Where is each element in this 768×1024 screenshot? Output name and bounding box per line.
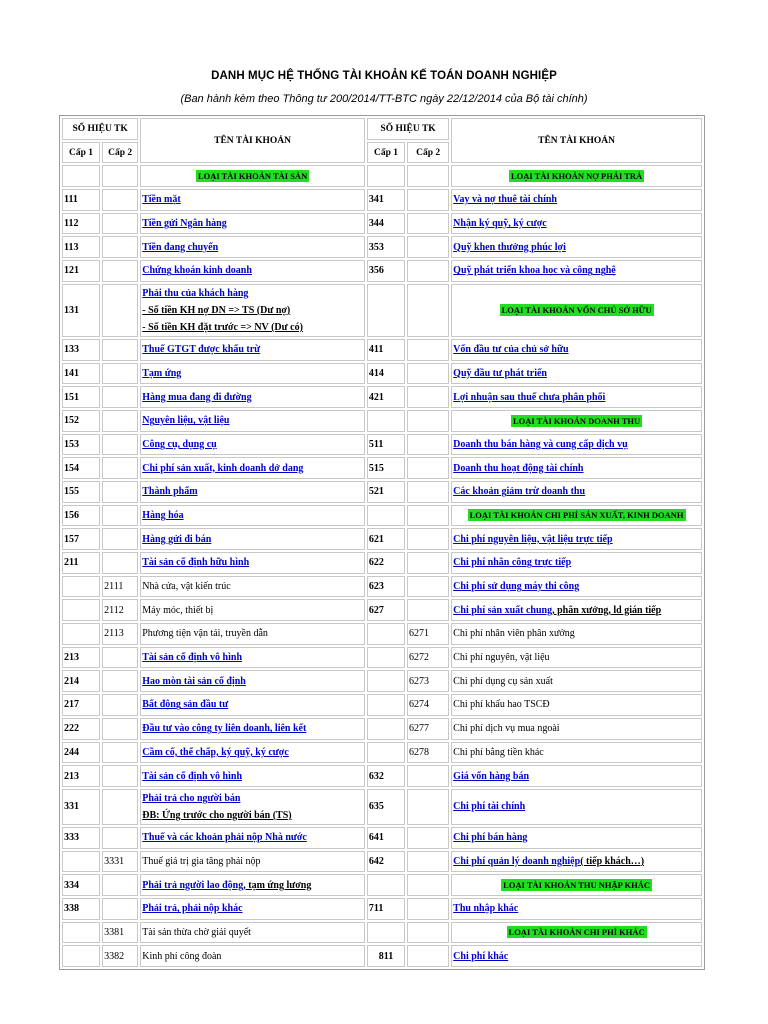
- account-code: 151: [62, 386, 100, 408]
- group-label-chi-phi-sxkd: LOẠI TÀI KHOẢN CHI PHÍ SẢN XUẤT, KINH DOANH: [469, 510, 684, 521]
- account-name: Chi phí nguyên, vật liệu: [451, 647, 702, 669]
- account-code: 113: [62, 236, 100, 258]
- account-code: 641: [367, 827, 405, 849]
- account-name: Chi phí bằng tiền khác: [451, 742, 702, 764]
- account-code: 156: [62, 505, 100, 527]
- page-title: DANH MỤC HỆ THỐNG TÀI KHOẢN KẾ TOÁN DOANH NGHIỆP: [211, 70, 557, 82]
- header-so-hieu-right: SỐ HIỆU TK: [367, 118, 449, 140]
- table-row: [62, 434, 702, 456]
- group-label-von-csh: LOẠI TÀI KHOẢN VỐN CHỦ SỞ HỮU: [501, 305, 652, 316]
- group-label-tai-san: LOẠI TÀI KHOẢN TÀI SẢN: [197, 171, 308, 182]
- account-code: 211: [62, 552, 100, 574]
- account-code: 511: [367, 434, 405, 456]
- header-cap2-left: Cấp 2: [102, 142, 138, 164]
- account-note: - Số tiền KH đặt trước => NV (Dư có): [142, 321, 303, 333]
- account-link[interactable]: Lợi nhuận sau thuế chưa phân phối: [453, 391, 606, 403]
- group-label-no-phai-tra: LOẠI TÀI KHOẢN NỢ PHẢI TRẢ: [510, 171, 643, 182]
- sub-account-code: 6274: [407, 694, 449, 716]
- account-code: 356: [367, 260, 405, 282]
- account-link[interactable]: Giá vốn hàng bán: [453, 770, 530, 782]
- table-row: [62, 827, 702, 849]
- table-row: [62, 528, 702, 550]
- account-code: 621: [367, 528, 405, 550]
- table-row: [62, 874, 702, 896]
- account-link[interactable]: Chi phí sản xuất chung: [453, 604, 553, 616]
- header-row: [62, 118, 702, 140]
- group-label-thu-nhap-khac: LOẠI TÀI KHOẢN THU NHẬP KHÁC: [503, 880, 650, 891]
- account-code: 632: [367, 765, 405, 787]
- account-code: 341: [367, 189, 405, 211]
- account-code: 333: [62, 827, 100, 849]
- account-link[interactable]: Tài sản cố định vô hình: [142, 652, 242, 664]
- table-row: [62, 718, 702, 740]
- account-code: 521: [367, 481, 405, 503]
- sub-account-code: 6278: [407, 742, 449, 764]
- account-code: 515: [367, 457, 405, 479]
- account-code: 811: [367, 945, 405, 967]
- group-label-doanh-thu: LOẠI TÀI KHOẢN DOANH THU: [512, 415, 641, 426]
- account-link[interactable]: Hao mòn tài sản cố định: [142, 675, 246, 687]
- table-row: [62, 898, 702, 920]
- account-link[interactable]: Cầm cố, thế chấp, ký quỹ, ký cược: [142, 746, 289, 758]
- group-label-chi-phi-khac: LOẠI TÀI KHOẢN CHI PHÍ KHÁC: [508, 927, 645, 938]
- account-code: 635: [367, 789, 405, 825]
- table-row: [62, 647, 702, 669]
- account-code: 131: [62, 284, 100, 337]
- header-ten-tk-left: TÊN TÀI KHOẢN: [140, 118, 365, 163]
- account-name: Kinh phí công đoàn: [140, 945, 365, 967]
- account-link[interactable]: Phải trả cho người bán: [142, 792, 241, 804]
- account-link[interactable]: Nhận ký quỹ, ký cược: [453, 218, 547, 230]
- account-link[interactable]: Thuế GTGT được khấu trừ: [142, 344, 261, 356]
- account-code: 334: [62, 874, 100, 896]
- account-link[interactable]: Vốn đầu tư của chủ sở hữu: [453, 344, 569, 356]
- table-row: [62, 789, 702, 825]
- table-row: [62, 213, 702, 235]
- account-link[interactable]: Vay và nợ thuê tài chính: [453, 194, 557, 206]
- table-row: [62, 576, 702, 598]
- account-link[interactable]: Hàng hóa: [142, 509, 184, 521]
- table-row: [62, 623, 702, 645]
- table-row: [62, 694, 702, 716]
- sub-account-code: 6271: [407, 623, 449, 645]
- account-code: 338: [62, 898, 100, 920]
- sub-account-code: 3331: [102, 851, 138, 873]
- account-link[interactable]: Chứng khoán kinh doanh: [142, 265, 252, 277]
- account-link[interactable]: Quỹ phát triển khoa học và công nghệ: [453, 265, 616, 277]
- sub-account-code: 3382: [102, 945, 138, 967]
- table-row: [62, 851, 702, 873]
- account-name: Chi phí dịch vụ mua ngoài: [451, 718, 702, 740]
- account-code: 133: [62, 339, 100, 361]
- table-row: [62, 236, 702, 258]
- sub-account-code: 6273: [407, 670, 449, 692]
- table-row: [62, 363, 702, 385]
- account-code: 155: [62, 481, 100, 503]
- sub-account-code: 2112: [102, 599, 138, 621]
- account-code: 112: [62, 213, 100, 235]
- account-name: Tài sản thừa chờ giải quyết: [140, 922, 365, 944]
- account-code: 244: [62, 742, 100, 764]
- account-note: , phân xưởng, ld gián tiếp: [552, 604, 662, 616]
- account-link[interactable]: Doanh thu bán hàng và cung cấp dịch vụ: [453, 438, 628, 450]
- table-row: [62, 481, 702, 503]
- account-link[interactable]: Phải thu của khách hàng: [142, 287, 249, 299]
- account-link[interactable]: Nguyên liệu, vật liệu: [142, 415, 230, 427]
- account-link[interactable]: Chi phí sản xuất, kinh doanh dở dang: [142, 462, 304, 474]
- sub-account-code: 2113: [102, 623, 138, 645]
- account-note: ( tiếp khách…): [580, 855, 645, 867]
- account-code: 153: [62, 434, 100, 456]
- account-code: 214: [62, 670, 100, 692]
- account-name: Chi phí khấu hao TSCĐ: [451, 694, 702, 716]
- account-link[interactable]: Tạm ứng: [142, 367, 182, 379]
- table-row: [62, 670, 702, 692]
- page-subtitle: (Ban hành kèm theo Thông tư 200/2014/TT-BTC ngày 22/12/2014 của Bộ tài chính): [180, 93, 588, 105]
- account-link[interactable]: Hàng gửi đi bán: [142, 533, 212, 545]
- account-name: Thuế giá trị gia tăng phải nộp: [140, 851, 365, 873]
- account-link[interactable]: Thu nhập khác: [453, 903, 519, 915]
- account-link[interactable]: Quỹ đầu tư phát triển: [453, 367, 547, 379]
- table-row: [62, 165, 702, 187]
- table-row: [62, 922, 702, 944]
- account-code: 414: [367, 363, 405, 385]
- account-code: 411: [367, 339, 405, 361]
- account-link[interactable]: Chi phí nhân công trực tiếp: [453, 557, 572, 569]
- table-row: [62, 552, 702, 574]
- account-link[interactable]: Tài sản cố định hữu hình: [142, 557, 250, 569]
- table-row: [62, 284, 702, 337]
- account-code: 152: [62, 410, 100, 432]
- account-code: 642: [367, 851, 405, 873]
- header-so-hieu-left: SỐ HIỆU TK: [62, 118, 138, 140]
- account-link[interactable]: Phải trả, phải nộp khác: [142, 903, 243, 915]
- account-code: 141: [62, 363, 100, 385]
- sub-account-code: 2111: [102, 576, 138, 598]
- account-code: 213: [62, 647, 100, 669]
- table-row: [62, 410, 702, 432]
- account-name: Chi phí nhân viên phân xưởng: [451, 623, 702, 645]
- table-row: [62, 765, 702, 787]
- account-link[interactable]: Tiền đang chuyển: [142, 241, 219, 253]
- account-link[interactable]: Chi phí tài chính: [453, 801, 526, 813]
- table-row: [62, 260, 702, 282]
- table-row: [62, 457, 702, 479]
- account-code: 213: [62, 765, 100, 787]
- account-code: 331: [62, 789, 100, 825]
- sub-account-code: 6272: [407, 647, 449, 669]
- account-link[interactable]: Đầu tư vào công ty liên doanh, liên kết: [142, 723, 307, 735]
- account-code: 154: [62, 457, 100, 479]
- account-code: 421: [367, 386, 405, 408]
- account-name: Nhà cửa, vật kiến trúc: [140, 576, 365, 598]
- account-name: Phương tiện vận tải, truyền dẫn: [140, 623, 365, 645]
- table-row: [62, 505, 702, 527]
- account-note: , tạm ứng lương: [243, 879, 312, 891]
- account-name: Máy móc, thiết bị: [140, 599, 365, 621]
- header-cap1-right: Cấp 1: [367, 142, 405, 164]
- account-code: 217: [62, 694, 100, 716]
- account-link[interactable]: Chi phí sử dụng máy thi công: [453, 581, 580, 593]
- account-link[interactable]: Doanh thu hoạt động tài chính: [453, 462, 584, 474]
- account-code: 157: [62, 528, 100, 550]
- account-link[interactable]: Chi phí khác: [453, 950, 509, 962]
- account-link[interactable]: Thành phẩm: [142, 486, 198, 498]
- account-code: 353: [367, 236, 405, 258]
- table-row: [62, 189, 702, 211]
- account-link[interactable]: Phải trả người lao động: [142, 879, 244, 891]
- account-code: 622: [367, 552, 405, 574]
- account-link[interactable]: Công cụ, dụng cụ: [142, 438, 217, 450]
- header-ten-tk-right: TÊN TÀI KHOẢN: [451, 118, 702, 163]
- header-cap1-left: Cấp 1: [62, 142, 100, 164]
- account-code: 222: [62, 718, 100, 740]
- account-table: [59, 115, 705, 970]
- table-row: [62, 945, 702, 967]
- account-link[interactable]: Thuế và các khoản phải nộp Nhà nước: [142, 832, 307, 844]
- account-link[interactable]: Chi phí quản lý doanh nghiệp: [453, 855, 581, 867]
- table-row: [62, 386, 702, 408]
- account-code: 711: [367, 898, 405, 920]
- account-link[interactable]: Quỹ khen thưởng phúc lợi: [453, 241, 566, 253]
- table-row: [62, 599, 702, 621]
- account-link[interactable]: Tài sản cố định vô hình: [142, 770, 242, 782]
- sub-account-code: 6277: [407, 718, 449, 740]
- account-code: 344: [367, 213, 405, 235]
- account-link[interactable]: Tiền gửi Ngân hàng: [142, 218, 227, 230]
- account-code: 111: [62, 189, 100, 211]
- account-name: Chi phí dụng cụ sản xuất: [451, 670, 702, 692]
- account-link[interactable]: Bất động sản đầu tư: [142, 699, 229, 711]
- account-code: 627: [367, 599, 405, 621]
- sub-account-code: 3381: [102, 922, 138, 944]
- account-link[interactable]: Hàng mua đang đi đường: [142, 391, 252, 403]
- account-link[interactable]: Tiền mặt: [142, 194, 181, 206]
- header-cap2-right: Cấp 2: [407, 142, 449, 164]
- account-code: 623: [367, 576, 405, 598]
- account-link[interactable]: Chi phí nguyên liệu, vật liệu trực tiếp: [453, 533, 613, 545]
- account-link[interactable]: Các khoản giảm trừ doanh thu: [453, 486, 586, 498]
- table-row: [62, 742, 702, 764]
- table-row: [62, 339, 702, 361]
- account-note: - Số tiền KH nợ DN => TS (Dư nợ): [142, 304, 291, 316]
- account-link[interactable]: Chi phí bán hàng: [453, 832, 528, 844]
- account-code: 121: [62, 260, 100, 282]
- account-note: ĐB: Ứng trước cho người bán (TS): [142, 809, 292, 821]
